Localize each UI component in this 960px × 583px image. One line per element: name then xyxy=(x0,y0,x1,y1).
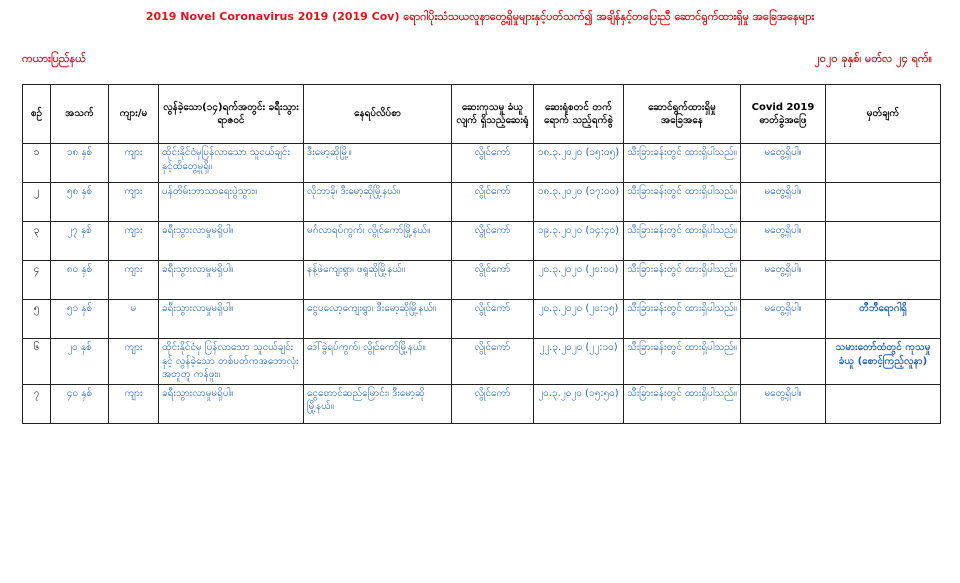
header-admission-date: ဆေးရုံစတင် တက်ရောက် သည့်ရက်စွဲ xyxy=(534,85,624,144)
cell-remarks: သမားတော်ထံတွင် ကုသမှုခံယူ (စောင့်ကြည့်လူနာ) xyxy=(826,339,941,385)
cell-hospital: လွိုင်ကော် xyxy=(452,183,534,222)
cell-status: သီးခြားခန်းတွင် ထားရှိပါသည်။ xyxy=(624,384,741,423)
header-sex: ကျား/မ xyxy=(109,85,159,144)
cell-admission-date: ၁၈.၃.၂၀၂၀ (၁၇:၀၀) xyxy=(534,183,624,222)
cell-admission-date: ၂၂.၃.၂၀၂၀ (၂၂:၁၀) xyxy=(534,339,624,385)
cell-status: သီးခြားခန်းတွင် ထားရှိပါသည်။ xyxy=(624,339,741,385)
cell-age: ၈၀ နှစ် xyxy=(51,261,109,300)
cell-remarks: တီဘီရောဂါရှိ xyxy=(826,300,941,339)
cell-serial: ၁ xyxy=(23,144,51,183)
cell-travel-history: ခရီးသွားလာမှုမရှိပါ။ xyxy=(159,384,304,423)
header-serial: စဉ် xyxy=(23,85,51,144)
cell-hospital: လွိုင်ကော် xyxy=(452,300,534,339)
cell-remarks xyxy=(826,261,941,300)
cell-sex: ကျား xyxy=(109,222,159,261)
table-row xyxy=(23,144,941,183)
header-age: အသက် xyxy=(51,85,109,144)
table-row xyxy=(23,339,941,385)
cell-sex: ကျား xyxy=(109,144,159,183)
table-header-row xyxy=(23,85,941,144)
cell-covid-result: မတွေ့ရှိပါ။ xyxy=(741,144,826,183)
cell-admission-date: ၂၀.၃.၂၀၂၀ (၁၅:၅၀) xyxy=(534,384,624,423)
cell-admission-date: ၁၉.၃.၂၀၂၀ (၁၄:၄၀) xyxy=(534,222,624,261)
cell-age: ၂၀ နှစ် xyxy=(51,339,109,385)
cell-travel-history: ခရီးသွားလာမှုမရှိပါ။ xyxy=(159,300,304,339)
cell-travel-history: ထိုင်းနိုင်ငံမှပြန်လာသော သူငယ်ချင်းနှင့်ထိတွေ့မှုရှိ။ xyxy=(159,144,304,183)
table-row xyxy=(23,384,941,423)
table-row xyxy=(23,261,941,300)
region-label: ကယားပြည်နယ် xyxy=(22,52,86,65)
cell-covid-result: မတွေ့ရှိပါ။ xyxy=(741,384,826,423)
cell-admission-date: ၂၀.၃.၂၀၂၀ (၂၀:၁၅) xyxy=(534,300,624,339)
cell-sex: ကျား xyxy=(109,183,159,222)
cell-serial: ၆ xyxy=(23,339,51,385)
cell-address: ဒေါ်ခွဲရပ်ကွက်၊ လွိုင်ကော်မြို့နယ်။ xyxy=(304,339,452,385)
header-address: နေရပ်လိပ်စာ xyxy=(304,85,452,144)
cases-table xyxy=(22,84,941,424)
cell-covid-result xyxy=(741,339,826,385)
cell-address: ငွေတောင်ဆည်မြောင်း၊ ဒီးမော့ဆိုမြို့နယ်။ xyxy=(304,384,452,423)
cell-age: ၄၀ နှစ် xyxy=(51,384,109,423)
cell-travel-history: ပန်တိမ်းဘာသာရေးပွဲသွား။ xyxy=(159,183,304,222)
cell-status: သီးခြားခန်းတွင် ထားရှိပါသည်။ xyxy=(624,300,741,339)
header-travel-history: လွန်ခဲ့သော(၁၄)ရက်အတွင်း ခရီးသွားရာဇဝင် xyxy=(159,85,304,144)
cell-age: ၁၈ နှစ် xyxy=(51,144,109,183)
cell-travel-history: ခရီးသွားလာမှုမရှိပါ။ xyxy=(159,222,304,261)
cell-travel-history: ထိုင်းနိုင်ငံမှ ပြန်လာသော သူငယ်ချင်းနှင့် လွန်ခဲ့သော တစ်ပတ်ကအဘောလုံးအတူတူ ကန်ဖူး။ xyxy=(159,339,304,385)
cell-sex: ကျား xyxy=(109,261,159,300)
table-row xyxy=(23,183,941,222)
cell-hospital: လွိုင်ကော် xyxy=(452,261,534,300)
cell-remarks xyxy=(826,144,941,183)
cell-travel-history: ခရီးသွားလာမှုမရှိပါ။ xyxy=(159,261,304,300)
cell-age: ၅၁ နှစ် xyxy=(51,300,109,339)
cell-remarks xyxy=(826,222,941,261)
cell-age: ၅၈ နှစ် xyxy=(51,183,109,222)
cell-address: မင်္ဂလာရပ်ကွက်၊ လွိုင်ကော်မြို့နယ်။ xyxy=(304,222,452,261)
cell-hospital: လွိုင်ကော် xyxy=(452,222,534,261)
header-hospital: ဆေးကုသမှု ခံယူလျက် ရှိသည့်ဆေးရုံ xyxy=(452,85,534,144)
table-row xyxy=(23,222,941,261)
report-date: ၂၀၂၀ ခုနှစ်၊ မတ်လ ၂၄ ရက်။ xyxy=(814,52,932,65)
report-title: 2019 Novel Coronavirus 2019 (2019 Cov) ရောဂါပိုးသံသယလူနာတွေ့ရှိမှုများနှင့်ပတ်သက်၍ အချိန်နှင့်တပြေးညီ ဆောင်ရွက်ထားရှိမှု အခြေအနေများ xyxy=(145,10,815,23)
cell-serial: ၅ xyxy=(23,300,51,339)
header-status: ဆောင်ရွက်ထားရှိမှု အခြေအနေ xyxy=(624,85,741,144)
cell-address: လိုဘာခို၊ ဒီးမော့ဆိုမြို့နယ်။ xyxy=(304,183,452,222)
cell-status: သီးခြားခန်းတွင် ထားရှိပါသည်။ xyxy=(624,222,741,261)
cell-serial: ၄ xyxy=(23,261,51,300)
cell-status: သီးခြားခန်းတွင် ထားရှိပါသည်။ xyxy=(624,261,741,300)
cell-sex: ကျား xyxy=(109,384,159,423)
cell-serial: ၂ xyxy=(23,183,51,222)
cell-hospital: လွိုင်ကော် xyxy=(452,144,534,183)
cell-covid-result: မတွေ့ရှိပါ။ xyxy=(741,261,826,300)
cell-admission-date: ၁၈.၃.၂၀၂၀ (၁၅:၀၅) xyxy=(534,144,624,183)
cell-age: ၂၇ နှစ် xyxy=(51,222,109,261)
cell-covid-result: မတွေ့ရှိပါ။ xyxy=(741,222,826,261)
cell-address: နန့်ဖဲကျေးရွာ၊ ဖရူဆိုမြို့နယ်။ xyxy=(304,261,452,300)
cell-covid-result: မတွေ့ရှိပါ။ xyxy=(741,300,826,339)
cell-serial: ၃ xyxy=(23,222,51,261)
cell-hospital: လွိုင်ကော် xyxy=(452,339,534,385)
cell-address: ဒီးမော့ဆိုမြို့။ xyxy=(304,144,452,183)
cell-serial: ၇ xyxy=(23,384,51,423)
cell-hospital: လွိုင်ကော် xyxy=(452,384,534,423)
cell-sex: ကျား xyxy=(109,339,159,385)
cell-remarks xyxy=(826,183,941,222)
cell-status: သီးခြားခန်းတွင် ထားရှိပါသည်။ xyxy=(624,183,741,222)
cell-admission-date: ၂၀.၃.၂၀၂၀ (၂၀:၀၀) xyxy=(534,261,624,300)
header-remarks: မှတ်ချက် xyxy=(826,85,941,144)
cell-remarks xyxy=(826,384,941,423)
cell-covid-result: မတွေ့ရှိပါ။ xyxy=(741,183,826,222)
cell-address: ငွေပလော့ကျေးရွာ၊ ဒီးမော့ဆိုမြို့နယ်။ xyxy=(304,300,452,339)
header-covid-result: Covid 2019 ဓာတ်ခွဲအဖြေ xyxy=(741,85,826,144)
table-row xyxy=(23,300,941,339)
cell-status: သီးခြားခန်းတွင် ထားရှိပါသည်။ xyxy=(624,144,741,183)
cell-sex: မ xyxy=(109,300,159,339)
